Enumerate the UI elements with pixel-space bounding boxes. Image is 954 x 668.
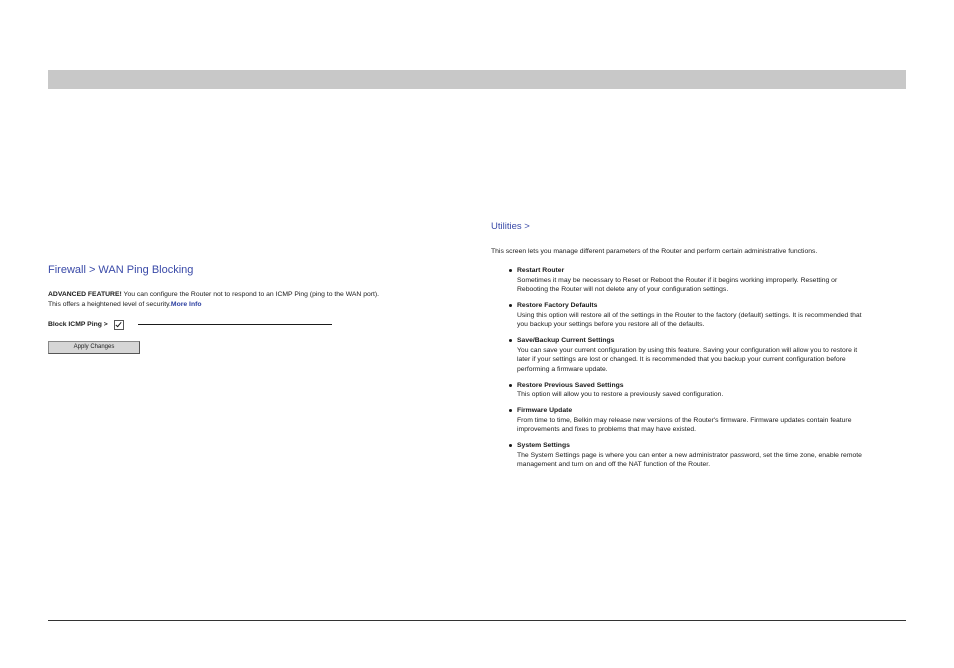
- block-icmp-ping-checkbox[interactable]: [114, 320, 124, 330]
- utilities-intro: This screen lets you manage different parameters of the Router and perform certain administrative functions.: [491, 248, 818, 255]
- firmware-update-link[interactable]: Firmware Update: [517, 407, 573, 414]
- header-bar: [48, 70, 906, 89]
- block-icmp-ping-row: [48, 319, 124, 330]
- utility-item-restart-router: [500, 266, 870, 295]
- firewall-page-title: Firewall > WAN Ping Blocking: [48, 264, 194, 276]
- save-backup-settings-link[interactable]: Save/Backup Current Settings: [517, 337, 615, 344]
- system-settings-link[interactable]: System Settings: [517, 442, 570, 449]
- restart-router-link[interactable]: Restart Router: [517, 267, 565, 274]
- block-icmp-ping-label: Block ICMP Ping >: [48, 321, 108, 328]
- utility-item-restore-saved-settings: [500, 381, 870, 400]
- utility-item-restore-factory-defaults: [500, 301, 870, 330]
- firmware-update-description: From time to time, Belkin may release new versions of the Router's firmware. Firmware updates contain feature improvements and fixes to problems that may have existed.: [517, 416, 852, 433]
- save-backup-settings-description: You can save your current configuration by using this feature. Saving your configuration will allow you to restore it later if your settings are lost or changed. It is recommended that you backup your current configuration before performing a firmware update.: [517, 346, 858, 373]
- apply-changes-button[interactable]: Apply Changes: [48, 341, 140, 354]
- footer-rule: [48, 620, 906, 621]
- restore-factory-defaults-link[interactable]: Restore Factory Defaults: [517, 302, 598, 309]
- utility-item-save-backup-settings: [500, 336, 870, 374]
- utilities-page-title: Utilities >: [491, 221, 530, 232]
- description-line-1: You can configure the Router not to respond to an ICMP Ping (ping to the WAN port).: [121, 291, 380, 298]
- callout-line: [138, 324, 332, 325]
- restore-factory-defaults-description: Using this option will restore all of the settings in the Router to the factory (default) settings. It is recommended that you backup your settings before you restore all of the defaults.: [517, 311, 862, 328]
- more-info-link[interactable]: More Info: [170, 300, 202, 308]
- restore-saved-settings-description: This option will allow you to restore a previously saved configuration.: [517, 391, 724, 398]
- utility-item-system-settings: [500, 441, 870, 470]
- description-line-2: This offers a heightened level of security.: [48, 300, 171, 308]
- restart-router-description: Sometimes it may be necessary to Reset or Reboot the Router if it begins working improperly. Resetting or Rebooting the Router will not delete any of your configuration settings.: [517, 276, 838, 293]
- restore-saved-settings-link[interactable]: Restore Previous Saved Settings: [517, 381, 624, 389]
- firewall-description: [48, 290, 428, 309]
- advanced-feature-label: ADVANCED FEATURE!: [48, 291, 122, 298]
- system-settings-description: The System Settings page is where you can enter a new administrator password, set the time zone, enable remote management and turn on and off the NAT function of the Router.: [517, 451, 862, 468]
- utilities-list: [500, 266, 870, 476]
- utility-item-firmware-update: [500, 406, 870, 435]
